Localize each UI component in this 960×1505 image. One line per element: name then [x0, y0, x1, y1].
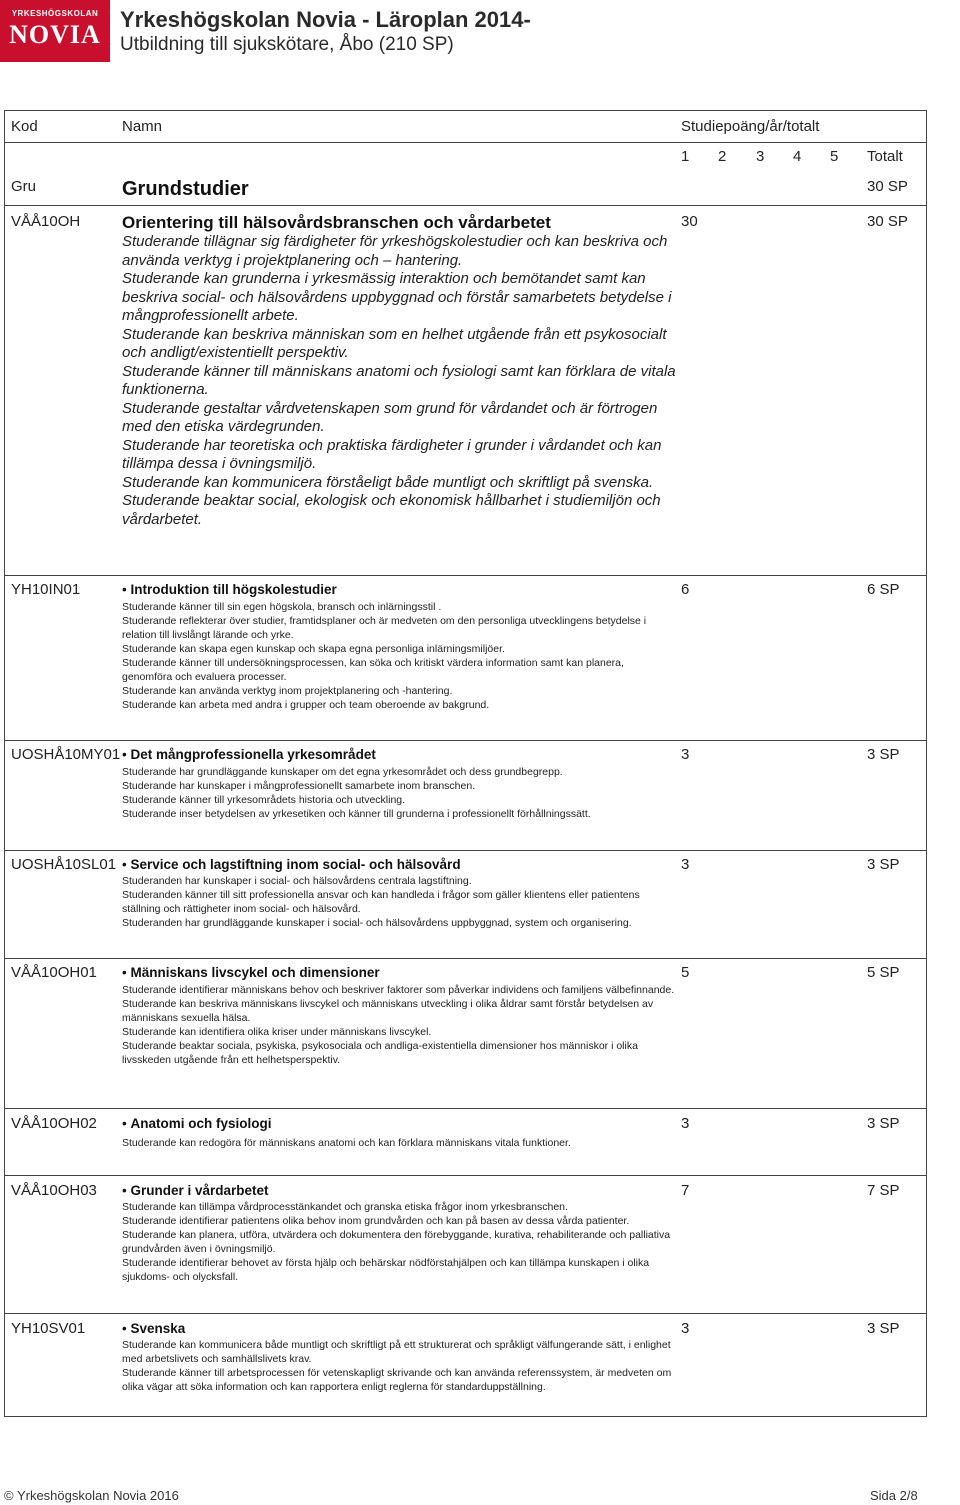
outcome-text: Studerande kan använda verktyg inom projektplanering och -hantering. [122, 685, 453, 697]
document-title: Yrkeshögskolan Novia - Läroplan 2014- [120, 7, 531, 32]
course-outcomes [122, 983, 677, 1067]
course-title: • Det mångprofessionella yrkesområdet [122, 747, 376, 762]
footer-page-number: Sida 2/8 [870, 1488, 918, 1503]
row-divider [4, 958, 927, 959]
row-divider [4, 740, 927, 741]
course-outcomes [122, 874, 677, 930]
course-outcomes [122, 1200, 677, 1284]
outcome-text: Studerande har teoretiska och praktiska färdigheter i grunder i vårdandet och kan tillämpa dessa i övningsmiljö. [122, 436, 662, 472]
outcome-text: Studerande beaktar social, ekologisk och ekonomisk hållbarhet i studiemiljön och vårdarbetet. [122, 492, 661, 528]
course-total: 5 SP [867, 964, 900, 981]
column-header-total: Totalt [867, 148, 903, 165]
group-code: Gru [11, 178, 37, 195]
novia-logo [0, 0, 110, 62]
course-year1-points: 30 [681, 213, 698, 230]
course-title: • Anatomi och fysiologi [122, 1116, 272, 1131]
header-divider [4, 142, 927, 143]
course-year1-points: 7 [681, 1182, 690, 1199]
course-title: • Introduktion till högskolestudier [122, 582, 337, 597]
year-header-5: 5 [830, 148, 839, 165]
course-year1-points: 3 [681, 1320, 690, 1337]
outcome-text: Studerande identifierar människans behov och beskriver faktorer som påverkar individens och familjens välbefinnande. [122, 984, 675, 996]
course-outcomes [122, 1338, 677, 1394]
year-header-4: 4 [793, 148, 802, 165]
course-total: 3 SP [867, 746, 900, 763]
outcome-text: Studerande kan tillämpa vårdprocesstänkandet och granska etiska frågor inom yrkesbranschen. [122, 1201, 568, 1213]
column-header-code: Kod [11, 118, 38, 135]
document-subtitle: Utbildning till sjukskötare, Åbo (210 SP) [120, 34, 454, 55]
course-year1-points: 6 [681, 581, 690, 598]
course-outcomes [122, 233, 677, 529]
outcome-text: Studerande identifierar behovet av första hjälp och behärskar nödförstahjälpen och kan tillämpa kunskapen i olika sjukdoms- och olycksfall. [122, 1257, 650, 1283]
group-total: 30 SP [867, 178, 908, 195]
course-total: 3 SP [867, 1320, 900, 1337]
outcome-text: Studerande reflekterar över studier, framtidsplaner och är medveten om den personliga utvecklingens betydelse i relation till livslångt lärande och yrke. [122, 615, 647, 641]
course-code: VÅÅ10OH [11, 213, 81, 230]
outcome-text: Studerande kan planera, utföra, utvärdera och dokumentera den förebyggande, kurativa, rehabiliterande och palliativa grundvården även i övningsmiljö. [122, 1229, 671, 1255]
row-divider [4, 1175, 927, 1176]
course-year1-points: 3 [681, 856, 690, 873]
course-title: • Människans livscykel och dimensioner [122, 965, 380, 980]
course-code: UOSHÅ10MY01 [11, 746, 121, 763]
outcome-text: Studerande känner till sin egen högskola, bransch och inlärningsstil . [122, 601, 442, 613]
course-year1-points: 5 [681, 964, 690, 981]
year-header-1: 1 [681, 148, 690, 165]
course-code: VÅÅ10OH02 [11, 1115, 97, 1132]
course-outcomes [122, 765, 677, 821]
course-total: 6 SP [867, 581, 900, 598]
footer-copyright: © Yrkeshögskolan Novia 2016 [4, 1488, 179, 1503]
outcome-text: Studerande beaktar sociala, psykiska, psykosociala och andliga-existentiella dimensioner hos människor i olika livsskeden utgående från ett helhetsperspektiv. [122, 1040, 638, 1066]
outcome-text: Studerande kan beskriva människan som en helhet utgående från ett psykosocialt och andligt/existentiellt perspektiv. [122, 325, 667, 361]
outcome-text: Studerande kan arbeta med andra i grupper och team oberoende av bakgrund. [122, 699, 490, 711]
course-total: 3 SP [867, 1115, 900, 1132]
course-year1-points: 3 [681, 746, 690, 763]
outcome-text: Studerande känner till arbetsprocessen för vetenskapligt skrivande och kan använda referenssystem, är medveten om olika vägar att söka information och kan rapportera enligt reglerna för standarduppställning. [122, 1367, 672, 1393]
outcome-text: Studerande har grundläggande kunskaper om det egna yrkesområdet och dess grundbegrepp. [122, 766, 563, 778]
outcome-text: Studeranden har kunskaper i social- och hälsovårdens centrala lagstiftning. [122, 875, 472, 887]
course-total: 7 SP [867, 1182, 900, 1199]
course-total: 3 SP [867, 856, 900, 873]
course-year1-points: 3 [681, 1115, 690, 1132]
year-header-2: 2 [718, 148, 727, 165]
outcome-text: Studerande känner till yrkesområdets historia och utveckling. [122, 794, 406, 806]
outcome-text: Studerande känner till människans anatomi och fysiologi samt kan förklara de vitala funktionerna. [122, 362, 676, 398]
outcome-text: Studerande kan skapa egen kunskap och skapa egna personliga inlärningsmiljöer. [122, 643, 505, 655]
outcome-text: Studerande kan beskriva människans livscykel och människans utveckling i olika åldrar samt förstår betydelsen av människans sexuella hälsa. [122, 998, 654, 1024]
row-divider [4, 1313, 927, 1314]
course-outcomes [122, 1136, 677, 1150]
course-code: YH10SV01 [11, 1320, 86, 1337]
outcome-text: Studerande känner till undersökningsprocessen, kan söka och kritiskt värdera information samt kan planera, genomföra och evaluera processer. [122, 657, 624, 683]
row-divider [4, 1108, 927, 1109]
outcome-text: Studerande har kunskaper i mångprofessionellt samarbete inom branschen. [122, 780, 476, 792]
outcome-text: Studerande tillägnar sig färdigheter för yrkeshögskolestudier och kan beskriva och använda verktyg i projektplanering och – hantering. [122, 233, 668, 269]
row-divider [4, 575, 927, 576]
outcome-text: Studerande kan kommunicera både muntligt och skriftligt på ett strukturerat och språkligt välfungerande sätt, i enlighet med arbetslivets och samhällslivets krav. [122, 1339, 671, 1365]
column-header-points: Studiepoäng/år/totalt [681, 118, 820, 135]
outcome-text: Studeranden känner till sitt professionella ansvar och kan handleda i frågor som gäller klientens eller patientens ställning och rättigheter inom social- och hälsovård. [122, 889, 640, 915]
year-header-3: 3 [756, 148, 765, 165]
course-title: Orientering till hälsovårdsbranschen och vårdarbetet [122, 213, 551, 232]
row-divider [4, 850, 927, 851]
group-name: Grundstudier [122, 178, 249, 200]
outcome-text: Studeranden har grundläggande kunskaper i social- och hälsovårdens uppbyggnad, system och organisering. [122, 917, 632, 929]
course-outcomes [122, 600, 677, 712]
column-header-name: Namn [122, 118, 163, 135]
outcome-text: Studerande identifierar patientens olika behov inom grundvården och kan på basen av dessa vårda patienter. [122, 1215, 630, 1227]
course-code: UOSHÅ10SL01 [11, 856, 117, 873]
outcome-text: Studerande kan kommunicera förståeligt både muntligt och skriftligt på svenska. [122, 473, 654, 491]
outcome-text: Studerande kan identifiera olika kriser under människans livscykel. [122, 1026, 432, 1038]
course-title: • Svenska [122, 1321, 185, 1336]
logo-top-text: YRKESHÖGSKOLAN [11, 9, 99, 18]
outcome-text: Studerande inser betydelsen av yrkesetiken och känner till grunderna i professionellt förhållningssätt. [122, 808, 591, 820]
course-code: VÅÅ10OH01 [11, 964, 97, 981]
outcome-text: Studerande gestaltar vårdvetenskapen som grund för vårdandet och är förtrogen med den etiska värdegrunden. [122, 399, 658, 435]
course-title: • Service och lagstiftning inom social- och hälsovård [122, 857, 461, 872]
outcome-text: Studerande kan redogöra för människans anatomi och kan förklara människans vitala funktioner. [122, 1137, 571, 1149]
logo-main-text: NOVIA [9, 20, 101, 49]
course-code: VÅÅ10OH03 [11, 1182, 97, 1199]
course-total: 30 SP [867, 213, 908, 230]
course-title: • Grunder i vårdarbetet [122, 1183, 269, 1198]
outcome-text: Studerande kan grunderna i yrkesmässig interaktion och bemötandet samt kan beskriva social- och hälsovårdens uppbyggnad och förstår samarbetets betydelse i mångprofessionellt arbete. [122, 270, 672, 324]
group-divider [4, 205, 927, 206]
course-code: YH10IN01 [11, 581, 81, 598]
